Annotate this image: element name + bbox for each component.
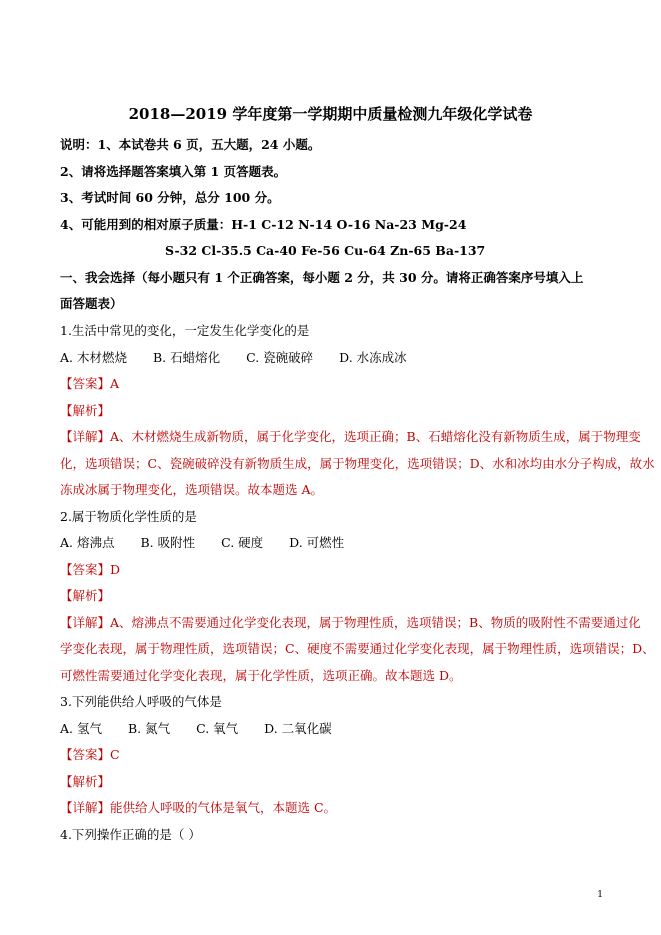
q2-answer: 【答案】D: [60, 562, 121, 577]
q4-question: 4.下列操作正确的是（ ）: [60, 827, 201, 842]
note-line-3: 3、考试时间 60 分钟，总分 100 分。: [60, 190, 280, 205]
q1-analysis-heading: 【解析】: [60, 403, 111, 418]
q2-detail-line-1: 【详解】A、熔沸点不需要通过化学变化表现，属于物理性质，选项错误；B、物质的吸附性不需要通过化: [60, 615, 641, 630]
section-heading-line-1: 一、我会选择（每小题只有 1 个正确答案，每小题 2 分，共 30 分。请将正确答案序号填入上: [60, 270, 584, 285]
q1-options: [60, 349, 605, 367]
q1-option-a: A. 木材燃烧: [60, 350, 127, 365]
q3-option-d: D. 二氧化碳: [264, 721, 332, 736]
q3-analysis-heading: 【解析】: [60, 774, 111, 789]
q2-options: [60, 534, 605, 552]
note-line-1: 说明：1、本试卷共 6 页，五大题，24 小题。: [60, 137, 321, 152]
q3-option-a: A. 氢气: [60, 721, 102, 736]
q1-option-d: D. 水冻成冰: [339, 350, 407, 365]
q2-detail-line-2: 学变化表现，属于物理性质，选项错误；C、硬度不需要通过化学变化表现，属于物理性质，选项错误；D、: [60, 641, 655, 656]
q3-option-c: C. 氧气: [196, 721, 239, 736]
q1-detail-line-3: 冻成冰属于物理变化，选项错误。故本题选 A。: [60, 482, 324, 497]
q1-option-c: C. 瓷碗破碎: [246, 350, 314, 365]
q2-detail-line-3: 可燃性需要通过化学变化表现，属于化学性质，选项正确。故本题选 D。: [60, 668, 462, 683]
q3-option-b: B. 氮气: [127, 721, 171, 736]
q3-answer: 【答案】C: [60, 747, 120, 762]
note-line-5: S-32 Cl-35.5 Ca-40 Fe-56 Cu-64 Zn-65 Ba-137: [165, 243, 486, 258]
q3-options: [60, 720, 605, 738]
note-line-2: 2、请将选择题答案填入第 1 页答题表。: [60, 164, 287, 179]
q2-analysis-heading: 【解析】: [60, 588, 111, 603]
q3-question: 3.下列能供给人呼吸的气体是: [60, 694, 222, 709]
q2-option-c: C. 硬度: [221, 535, 264, 550]
q3-detail-line-1: 【详解】能供给人呼吸的气体是氧气，本题选 C。: [60, 800, 337, 815]
q1-answer: 【答案】A: [60, 376, 120, 391]
page-number: 1: [597, 890, 603, 900]
q1-question: 1.生活中常见的变化，一定发生化学变化的是: [60, 323, 310, 338]
q1-detail-line-1: 【详解】A、木材燃烧生成新物质，属于化学变化，选项正确；B、石蜡熔化没有新物质生成，属于物理变: [60, 429, 641, 444]
exam-title: 2018—2019 学年度第一学期期中质量检测九年级化学试卷: [128, 105, 533, 123]
q1-option-b: B. 石蜡熔化: [152, 350, 221, 365]
q1-detail-line-2: 化，选项错误；C、瓷碗破碎没有新物质生成，属于物理变化，选项错误；D、水和冰均由水分子构成，故水: [60, 456, 655, 471]
note-line-4: 4、可能用到的相对原子质量：H-1 C-12 N-14 O-16 Na-23 Mg-24: [60, 217, 467, 232]
section-heading-line-2: 面答题表）: [60, 296, 123, 311]
q2-question: 2.属于物质化学性质的是: [60, 509, 197, 524]
q2-option-b: B. 吸附性: [140, 535, 196, 550]
q2-option-a: A. 熔沸点: [60, 535, 115, 550]
q2-option-d: D. 可燃性: [289, 535, 345, 550]
